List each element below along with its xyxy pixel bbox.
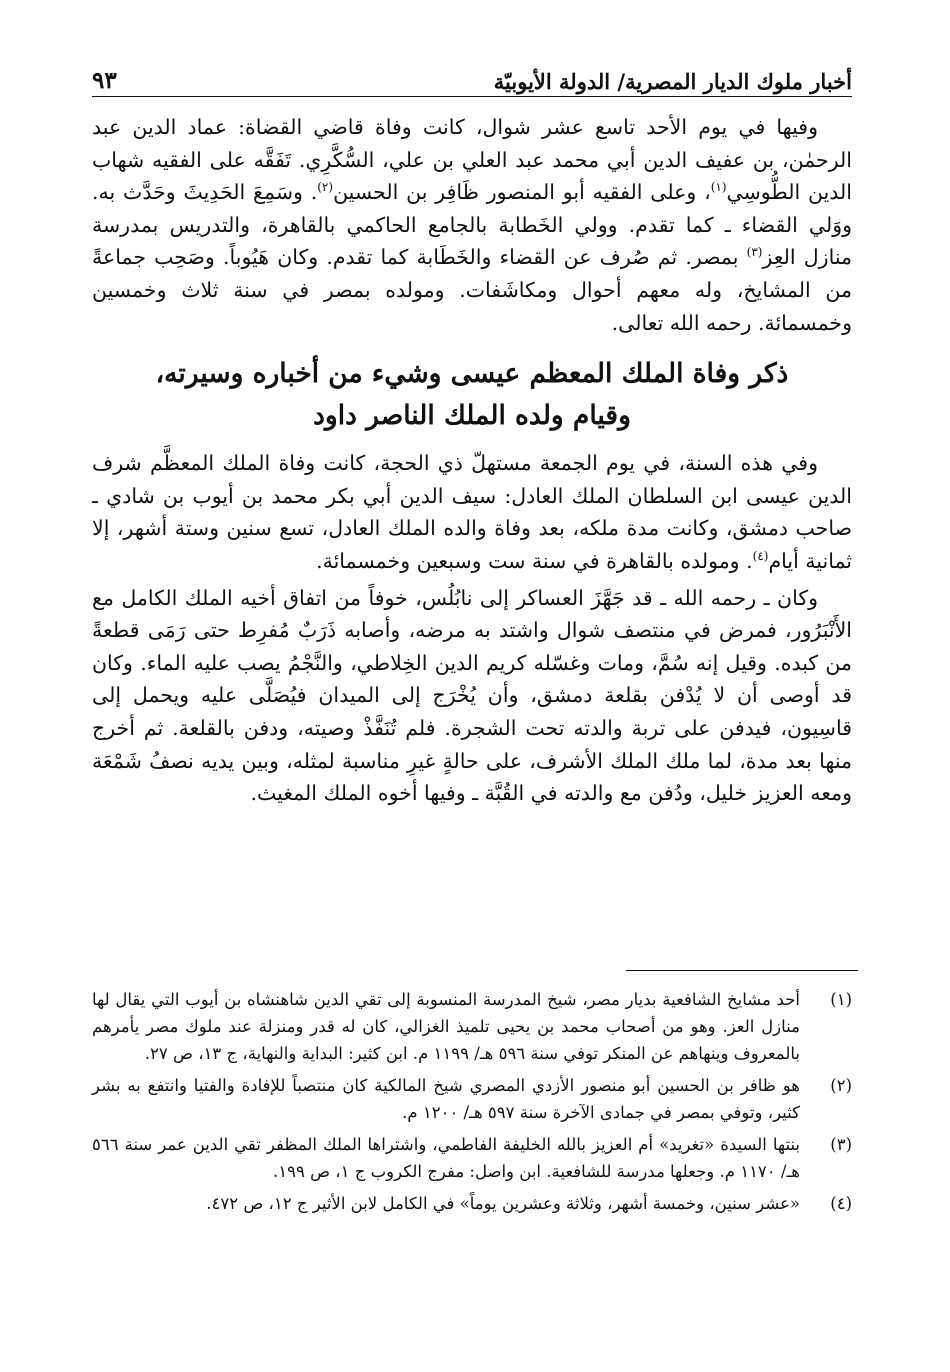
section-heading-line-2: وقيام ولده الملك الناصر داود bbox=[313, 400, 631, 432]
footnote-number: (٣) bbox=[830, 1135, 852, 1154]
footnote-divider bbox=[626, 970, 858, 971]
running-title: أخبار ملوك الديار المصرية/ الدولة الأيوبيّة bbox=[493, 69, 852, 94]
footnote-2 bbox=[92, 1072, 852, 1126]
footnote-ref-4[interactable]: (٤) bbox=[752, 549, 769, 564]
footnote-1 bbox=[92, 986, 852, 1067]
paragraph-text: ، وعلى الفقيه أبو المنصور ظَافِر بن الحسين bbox=[333, 180, 711, 205]
footnote-number: (٤) bbox=[830, 1194, 852, 1213]
footnote-3 bbox=[92, 1131, 852, 1185]
footnote-ref-1[interactable]: (١) bbox=[710, 180, 727, 195]
footnote-number: (١) bbox=[830, 990, 852, 1009]
paragraph-text: وفي هذه السنة، في يوم الجمعة مستهلّ ذي الحجة، كانت وفاة الملك المعظَّم شرف الدين عيسى ابن السلطان الملك العادل: سيف الدين أبي بكر محمد بن أيوب بن شادي ـ صاحب دمشق، وكانت مدة ملكه، بعد وفاة والده الملك العادل، تسع سنين وستة أشهر، إلا ثمانية أيام bbox=[92, 451, 852, 573]
footnotes bbox=[92, 986, 852, 1222]
paragraph-text: . وسَمِعَ الحَدِيثَ وحَدَّث به. ووَلي القضاء ـ كما تقدم. وولي الخَطابة بالجامع الحاكمي بالقاهرة، والتدريس بمدرسة منازل العِز bbox=[92, 180, 852, 270]
paragraph-death-imad-al-din bbox=[92, 111, 852, 339]
paragraph-text: بمصر. ثم صُرف عن القضاء والخَطَابة كما تقدم. وكان هَيُوباً. وصَحِب جماعةً من المشايخ، وله معهم أحوال ومكاشَفات. ومولده بمصر في سنة ثلاث وخمسين وخمسمائة. رحمه الله تعالى. bbox=[92, 245, 852, 335]
paragraph-illness-and-burial bbox=[92, 582, 852, 810]
footnote-text: بنتها السيدة «تغريد» أم العزيز بالله الخليفة الفاطمي، واشتراها الملك المظفر تقي الدين عمر سنة ٥٦٦ هـ/ ١١٧٠ م. وجعلها مدرسة للشافعية. ابن واصل: مفرج الكروب ج ١، ص ١٩٩. bbox=[92, 1135, 800, 1181]
footnote-ref-2[interactable]: (٢) bbox=[317, 180, 334, 195]
paragraph-death-al-muazzam bbox=[92, 447, 852, 577]
running-header bbox=[92, 58, 852, 97]
paragraph-text: . ومولده بالقاهرة في سنة ست وسبعين وخمسمائة. bbox=[316, 548, 753, 573]
page-number: ٩٣ bbox=[92, 67, 117, 94]
paragraph-text: وكان ـ رحمه الله ـ قد جَهَّزَ العساكر إلى نابُلُس، خوفاً من اتفاق أخيه الملك الكامل مع الأَنْبَرُور، فمرض في منتصف شوال واشتد به مرضه، وأصابه ذَرَبٌ مُفرِط حتى رَمَى قطعةً من كبده. وقيل إنه سُمَّ، ومات وغسّله كريم الدين الخِلاطي، والنَّجْمُ يصب عليه الماء. وكان قد أوصى أن لا يُدْفن بقلعة دمشق، وأن يُخْرَج إلى الميدان فيُصَلَّى عليه ويحمل إلى قاسِيون، فيدفن على تربة والدته تحت الشجرة. فلم تُنَفَّذْ وصيته، ودفن بالقلعة. ثم أخرج منها بعد مدة، لما ملك الملك الأشرف، على حالةٍ غيرِ مناسبة لمثله، وبين يديه نصفُ شَمْعَة ومعه العزيز خليل، ودُفن مع والدته في القُبَّة ـ وفيها أخوه الملك المغيث. bbox=[92, 585, 852, 806]
footnote-text: «عشر سنين، وخمسة أشهر، وثلاثة وعشرين يوماً» في الكامل لابن الأثير ج ١٢، ص ٤٧٢. bbox=[206, 1194, 800, 1213]
footnote-text: أحد مشايخ الشافعية بديار مصر، شيخ المدرسة المنسوبة إلى تقي الدين شاهنشاه بن أيوب التي يقال لها منازل العز. وهو من أصحاب محمد بن يحيى تلميذ الغزالي، كان له قدر ومنزلة عند ملوك مصر يأمرهم بالمعروف وينهاهم عن المنكر توفي سنة ٥٩٦ هـ/ ١١٩٩ م. ابن كثير: البداية والنهاية، ج ١٣، ص ٢٧. bbox=[92, 990, 800, 1063]
section-heading-line-1: ذكر وفاة الملك المعظم عيسى وشيء من أخباره وسيرته، bbox=[155, 358, 789, 390]
section-heading bbox=[92, 353, 852, 437]
footnote-4 bbox=[92, 1190, 852, 1217]
main-text bbox=[92, 111, 852, 810]
footnote-text: هو ظافر بن الحسين أبو منصور الأزدي المصري شيخ المالكية كان منتصباً للإفادة والفتيا وانتفع به بشر كثير، وتوفي بمصر في جمادى الآخرة سنة ٥٩٧ هـ/ ١٢٠٠ م. bbox=[92, 1076, 800, 1122]
page-body bbox=[92, 58, 852, 810]
paragraph-text: وفيها في يوم الأحد تاسع عشر شوال، كانت وفاة قاضي القضاة: عماد الدين عبد الرحمٰن، بن عفيف الدين أبي محمد عبد العلي بن علي، السُّكَّرِي. تَفَقَّه على الفقيه شهاب الدين الطُّوسِي bbox=[92, 115, 852, 205]
footnote-ref-3[interactable]: (٣) bbox=[746, 245, 763, 260]
footnote-number: (٢) bbox=[830, 1076, 852, 1095]
